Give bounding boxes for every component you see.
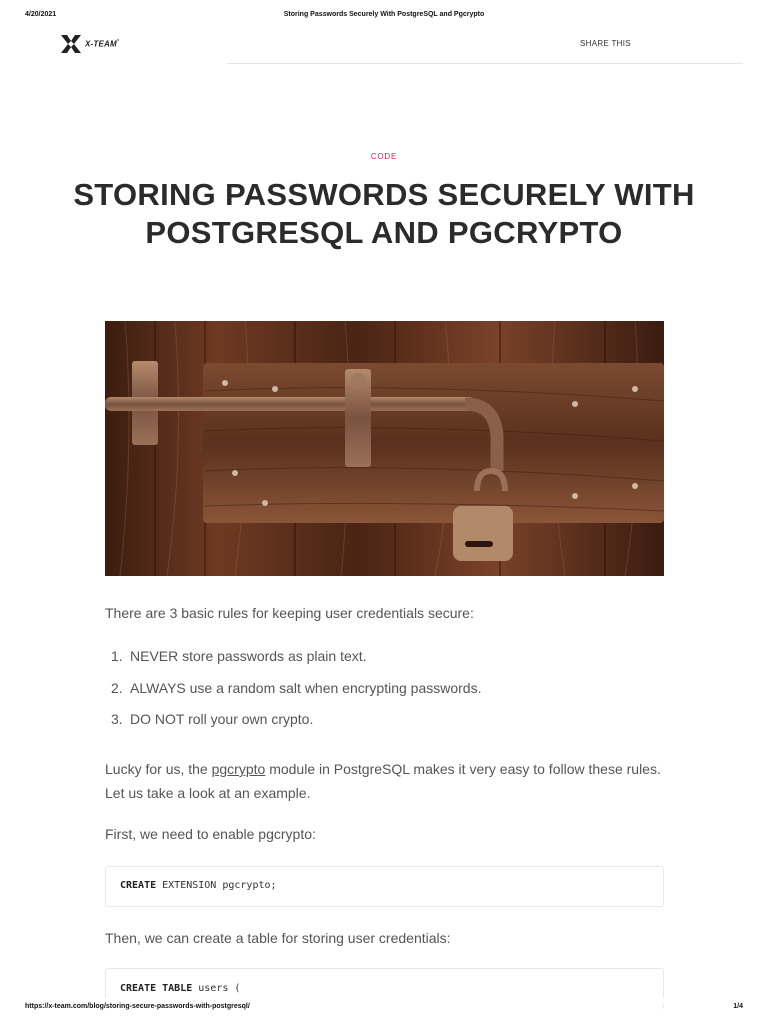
x-team-logo[interactable] — [60, 34, 119, 54]
code-block-create-extension: CREATE EXTENSION pgcrypto; — [105, 866, 664, 907]
share-this-button[interactable]: SHARE THIS — [580, 39, 631, 48]
pgcrypto-link[interactable]: pgcrypto — [211, 761, 266, 777]
rules-list — [105, 645, 664, 740]
print-date: 4/20/2021 — [25, 11, 57, 18]
enable-paragraph: First, we need to enable pgcrypto: — [105, 826, 316, 842]
list-item: 1. NEVER store passwords as plain text. — [111, 648, 367, 664]
code-block-create-table: CREATE TABLE users ( — [105, 968, 664, 1009]
header-divider — [227, 63, 743, 64]
article-title: STORING PASSWORDS SECURELY WITH POSTGRESQL AND PGCRYPTO — [73, 177, 695, 250]
print-header — [0, 8, 768, 22]
table-paragraph: Then, we can create a table for storing user credentials: — [105, 930, 451, 946]
hero-image-padlock-door — [105, 321, 664, 576]
logo-text: X-TEAM° — [85, 39, 120, 49]
print-footer — [0, 1000, 768, 1014]
x-team-logo-icon — [60, 34, 82, 54]
intro-paragraph: There are 3 basic rules for keeping user credentials secure: — [105, 605, 474, 621]
list-item: 2. ALWAYS use a random salt when encrypting passwords. — [111, 679, 482, 696]
print-url: https://x-team.com/blog/storing-secure-passwords-with-postgresql/ — [25, 1003, 250, 1010]
print-page-title: Storing Passwords Securely With PostgreSQL and Pgcrypto — [283, 11, 485, 18]
print-page-number: 1/4 — [733, 1003, 743, 1010]
site-header — [0, 28, 768, 64]
list-item: 3. DO NOT roll your own crypto. — [111, 711, 314, 727]
pgcrypto-paragraph: Lucky for us, the pgcrypto module in PostgreSQL makes it very easy to follow these rules. Let us take a look at an example. — [105, 761, 661, 801]
padlock-door-illustration — [105, 321, 664, 576]
category-label[interactable]: CODE — [370, 152, 398, 161]
